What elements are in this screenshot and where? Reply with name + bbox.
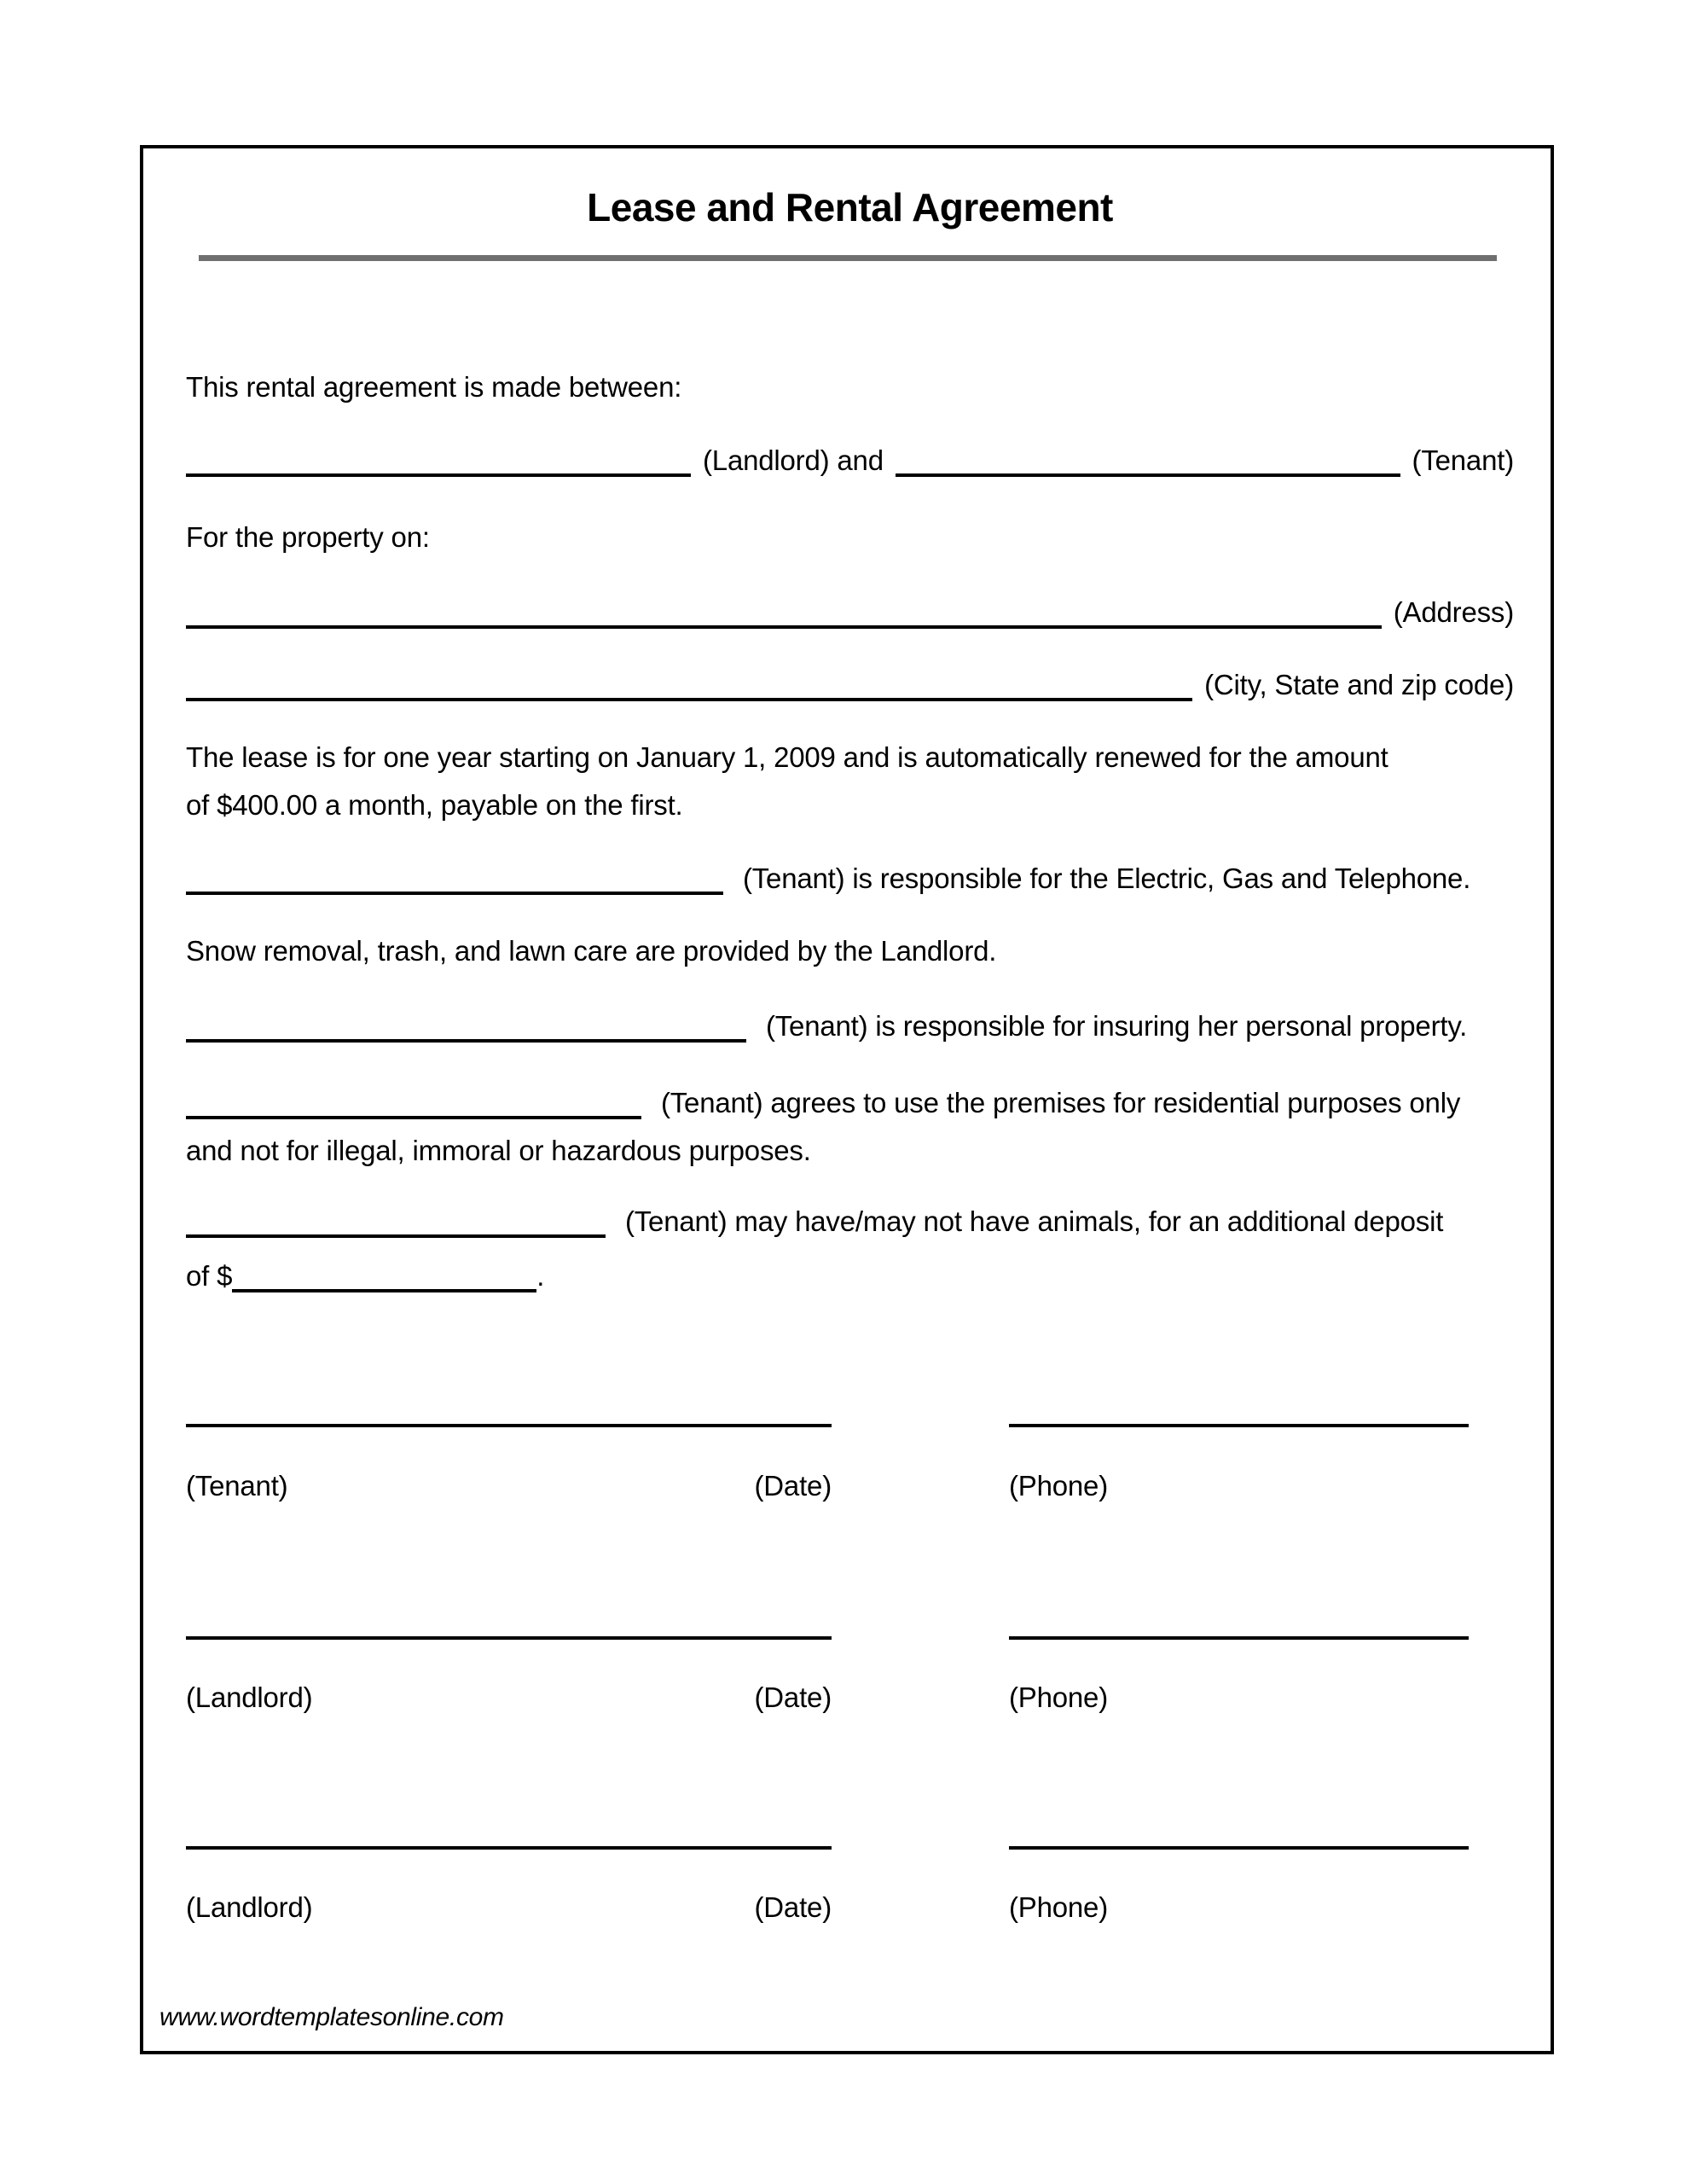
intro-line <box>186 363 1514 411</box>
insurance-tenant-blank[interactable] <box>186 1039 746 1043</box>
residential-use-line-1 <box>186 1079 1514 1127</box>
date-label: (Date) <box>754 1470 832 1502</box>
residential-tenant-blank[interactable] <box>186 1116 641 1119</box>
insurance-text: (Tenant) is responsible for insuring her personal property. <box>765 1010 1468 1042</box>
city-state-zip-label: (City, State and zip code) <box>1204 669 1514 700</box>
deposit-prefix-text: of $ <box>186 1260 233 1292</box>
address-blank[interactable] <box>186 625 1382 629</box>
address-line <box>186 589 1514 636</box>
phone-label: (Phone) <box>1009 1891 1109 1923</box>
property-intro-text: For the property on: <box>186 521 430 553</box>
landlord-signature-line-2[interactable] <box>186 1846 832 1850</box>
signature-row-1-left-labels <box>186 1472 832 1501</box>
signature-row-2-labels <box>186 1683 1514 1712</box>
signature-row-3-labels <box>186 1893 1514 1922</box>
parties-line <box>186 437 1514 485</box>
signature-row-3-lines <box>186 1846 1514 1850</box>
lease-terms-text-1: The lease is for one year starting on January 1, 2009 and is automatically renewed for the amount <box>186 741 1388 773</box>
title-divider-rule <box>199 255 1497 261</box>
landlord-phone-line[interactable] <box>1009 1636 1469 1640</box>
intro-text: This rental agreement is made between: <box>186 371 682 403</box>
landlord-label: (Landlord) and <box>703 444 884 476</box>
address-label: (Address) <box>1393 596 1514 628</box>
page-title: Lease and Rental Agreement <box>587 185 1113 229</box>
lease-terms-line-2 <box>186 781 1514 829</box>
phone-label: (Phone) <box>1009 1470 1109 1502</box>
animals-tenant-blank[interactable] <box>186 1234 606 1238</box>
utilities-tenant-blank[interactable] <box>186 892 723 895</box>
landlord-signature-line[interactable] <box>186 1636 832 1640</box>
website-footer: www.wordtemplatesonline.com <box>159 2003 504 2031</box>
city-state-zip-line <box>186 661 1514 709</box>
utilities-text: (Tenant) is responsible for the Electric, Gas and Telephone. <box>742 863 1471 894</box>
tenant-label: (Tenant) <box>1412 444 1514 476</box>
signature-row-1-lines <box>186 1424 1514 1427</box>
deposit-end-text: . <box>536 1260 545 1292</box>
lease-terms-line-1 <box>186 734 1514 781</box>
residential-text-1: (Tenant) agrees to use the premises for residential purposes only <box>660 1087 1461 1118</box>
lease-terms-text-2: of $400.00 a month, payable on the first. <box>186 789 683 821</box>
date-label: (Date) <box>754 1682 832 1713</box>
animals-text: (Tenant) may have/may not have animals, for an additional deposit <box>624 1205 1444 1237</box>
signature-row-3-left-labels <box>186 1893 832 1922</box>
animals-line-1 <box>186 1198 1514 1246</box>
residential-use-line-2 <box>186 1127 1514 1175</box>
signature-row-2-left-labels <box>186 1683 832 1712</box>
city-state-zip-blank[interactable] <box>186 698 1192 701</box>
signer-role-label: (Landlord) <box>186 1891 313 1923</box>
landlord-phone-line-2[interactable] <box>1009 1846 1469 1850</box>
tenant-phone-line[interactable] <box>1009 1424 1469 1427</box>
date-label: (Date) <box>754 1891 832 1923</box>
signer-role-label: (Tenant) <box>186 1470 288 1502</box>
services-text: Snow removal, trash, and lawn care are provided by the Landlord. <box>186 935 997 967</box>
residential-text-2: and not for illegal, immoral or hazardous purposes. <box>186 1135 811 1166</box>
landlord-name-blank[interactable] <box>186 473 691 477</box>
animals-line-2 <box>186 1252 1514 1300</box>
tenant-signature-line[interactable] <box>186 1424 832 1427</box>
tenant-name-blank[interactable] <box>896 473 1400 477</box>
utilities-line <box>186 855 1514 903</box>
signature-row-1-labels <box>186 1472 1514 1501</box>
insurance-line <box>186 1002 1514 1050</box>
signer-role-label: (Landlord) <box>186 1682 313 1713</box>
signature-row-2-lines <box>186 1636 1514 1640</box>
phone-label: (Phone) <box>1009 1682 1109 1713</box>
services-line <box>186 927 1514 975</box>
deposit-amount-blank[interactable] <box>232 1289 536 1292</box>
property-intro-line <box>186 514 1514 561</box>
